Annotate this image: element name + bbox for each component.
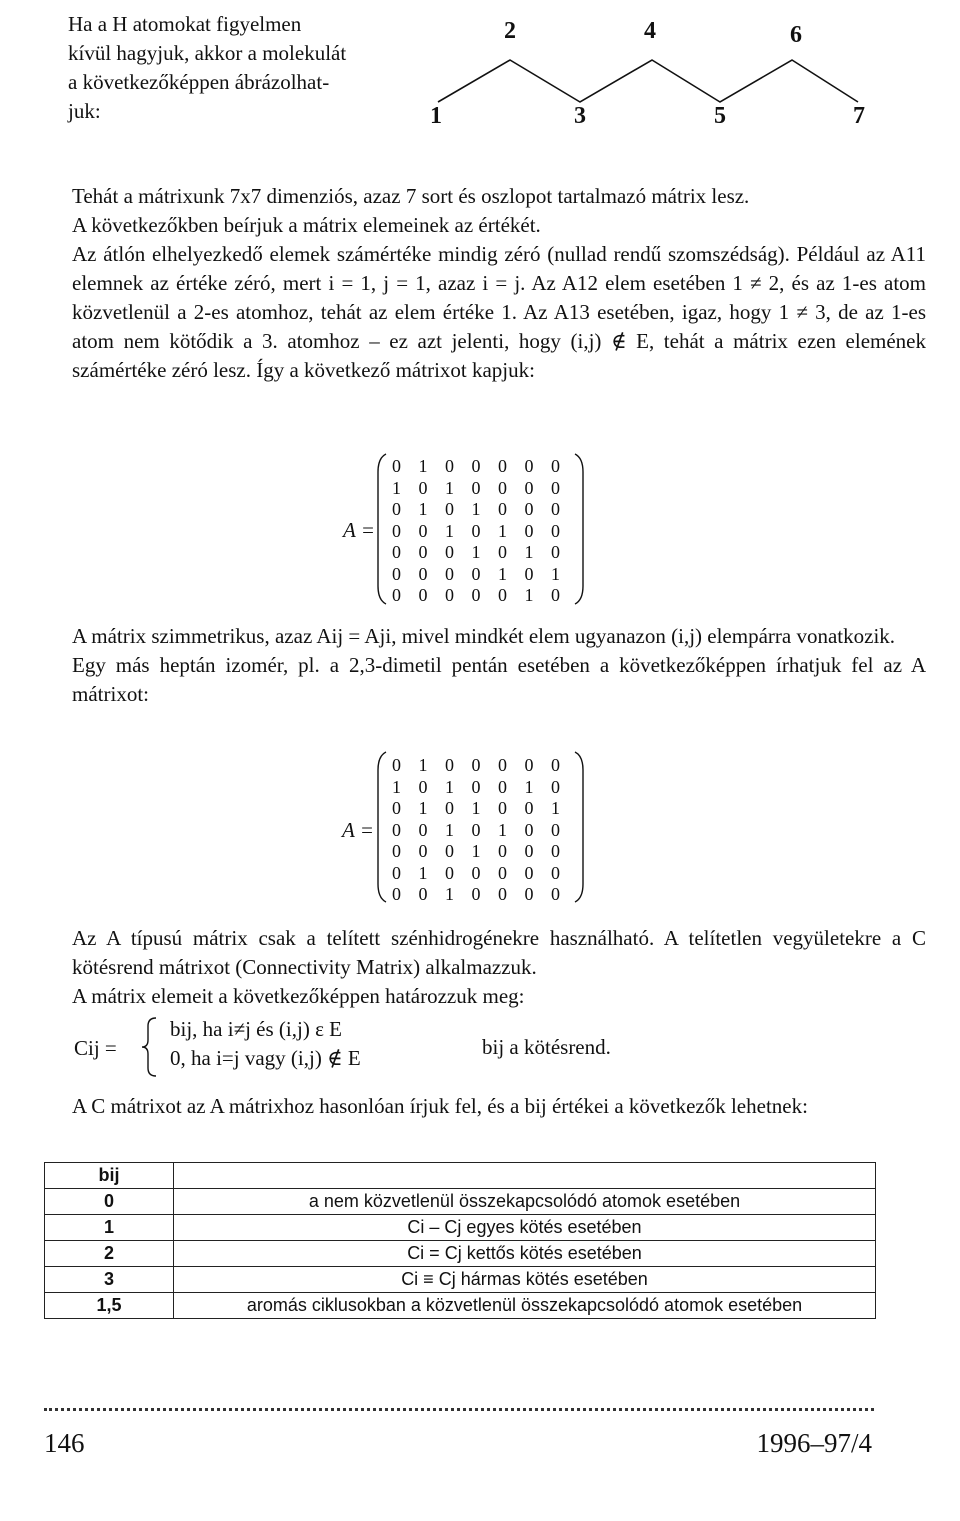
matrix-cell: 1 <box>445 884 454 904</box>
atom-label: 4 <box>644 18 656 44</box>
matrix-cell: 0 <box>551 477 560 498</box>
matrix-cell: 0 <box>551 456 560 476</box>
bond-value: 0 <box>45 1189 174 1215</box>
table-row <box>45 1215 876 1241</box>
bond-value: 1,5 <box>45 1293 174 1319</box>
footer-rule <box>44 1408 874 1414</box>
paragraph-line: Egy más heptán izomér, pl. a 2,3-dimetil pentán esetében a következőképpen írhatjuk fel az A mátrixot: <box>72 653 926 706</box>
matrix-cell: 0 <box>498 542 507 562</box>
matrix-cell: 0 <box>418 563 428 584</box>
matrix-cell: 1 <box>498 563 507 584</box>
matrix-cell: 0 <box>551 499 560 519</box>
matrix-cell: 0 <box>524 477 534 498</box>
matrix-row <box>392 820 578 842</box>
matrix-cell: 1 <box>551 798 560 818</box>
matrix-cell: 0 <box>498 776 507 797</box>
matrix-cell: 0 <box>392 520 401 541</box>
intro-line: Ha a H atomokat figyelmen <box>68 12 302 36</box>
matrix-row <box>392 585 578 607</box>
paragraph-4 <box>44 1092 926 1121</box>
matrix-cell: 0 <box>498 456 507 476</box>
table-header-row <box>45 1163 876 1189</box>
matrix-cell: 1 <box>392 477 401 498</box>
paragraph-line: Az A típusú mátrix csak a telített szénhidrogénekre használható. A telítetlen vegyületekre a C kötésrend mátrixot (Connectivity Matrix) alkalmazzuk. <box>72 926 926 979</box>
matrix-cell: 0 <box>551 862 560 883</box>
matrix-cell: 0 <box>498 798 507 818</box>
matrix-cell: 0 <box>445 862 454 883</box>
matrix-cell: 0 <box>471 456 481 476</box>
matrix-label: A = <box>343 518 375 542</box>
paragraph-3 <box>44 924 926 1011</box>
matrix-cell: 0 <box>498 862 507 883</box>
adjacency-matrix-2 <box>392 755 578 906</box>
matrix-cell: 0 <box>471 563 481 584</box>
bond-description: Ci = Cj kettős kötés esetében <box>174 1241 876 1267</box>
matrix-cell: 0 <box>524 520 534 541</box>
matrix-cell: 0 <box>551 585 560 605</box>
matrix-cell: 0 <box>524 819 534 840</box>
matrix-cell: 0 <box>551 841 560 861</box>
matrix-cell: 0 <box>498 477 507 498</box>
atom-label: 2 <box>504 18 516 44</box>
matrix-cell: 0 <box>445 542 454 562</box>
matrix-cell: 1 <box>471 798 481 818</box>
atom-label: 3 <box>574 103 586 129</box>
adjacency-matrix-1 <box>392 456 578 607</box>
matrix-cell: 1 <box>551 563 560 584</box>
matrix-cell: 1 <box>445 477 454 498</box>
left-paren <box>376 452 388 606</box>
matrix-row <box>392 456 578 478</box>
matrix-row <box>392 564 578 586</box>
matrix-cell: 0 <box>392 755 401 775</box>
matrix-cell: 0 <box>392 585 401 605</box>
matrix-cell: 0 <box>551 542 560 562</box>
atom-label: 1 <box>430 103 442 129</box>
matrix-cell: 0 <box>392 798 401 818</box>
matrix-row <box>392 478 578 500</box>
matrix-cell: 0 <box>418 884 428 904</box>
matrix-cell: 0 <box>471 862 481 883</box>
matrix-cell: 0 <box>524 755 534 775</box>
matrix-cell: 0 <box>471 776 481 797</box>
matrix-row <box>392 884 578 906</box>
matrix-cell: 0 <box>392 841 401 861</box>
matrix-cell: 1 <box>471 542 481 562</box>
matrix-cell: 0 <box>524 563 534 584</box>
matrix-cell: 0 <box>392 884 401 904</box>
matrix-row <box>392 863 578 885</box>
matrix-cell: 0 <box>551 755 560 775</box>
matrix-cell: 0 <box>392 862 401 883</box>
matrix-row <box>392 841 578 863</box>
atom-label: 7 <box>853 103 865 129</box>
matrix-cell: 0 <box>418 520 428 541</box>
issue-number: 1996–97/4 <box>756 1428 872 1458</box>
matrix-cell: 0 <box>551 884 560 904</box>
matrix-cell: 1 <box>471 499 481 519</box>
matrix-cell: 0 <box>471 755 481 775</box>
table-row <box>45 1267 876 1293</box>
matrix-cell: 0 <box>498 585 507 605</box>
matrix-cell: 1 <box>524 542 534 562</box>
matrix-cell: 0 <box>418 819 428 840</box>
matrix-cell: 0 <box>392 499 401 519</box>
matrix-cell: 1 <box>445 776 454 797</box>
paragraph-line: A mátrix szimmetrikus, azaz Aij = Aji, mivel mindkét elem ugyanazon (i,j) elempárra vonatkozik. <box>72 624 896 648</box>
table-row <box>45 1241 876 1267</box>
matrix-cell: 0 <box>445 841 454 861</box>
matrix-cell: 1 <box>471 841 481 861</box>
matrix-cell: 0 <box>418 542 428 562</box>
right-paren <box>573 750 585 904</box>
matrix-cell: 0 <box>551 776 560 797</box>
matrix-row <box>392 521 578 543</box>
matrix-cell: 1 <box>418 755 428 775</box>
matrix-cell: 0 <box>471 585 481 605</box>
intro-text <box>68 10 413 126</box>
matrix-cell: 0 <box>524 841 534 861</box>
matrix-cell: 0 <box>498 884 507 904</box>
formula-lhs: Cij = <box>74 1036 117 1060</box>
matrix-cell: 0 <box>524 884 534 904</box>
matrix-cell: 0 <box>498 841 507 861</box>
matrix-cell: 0 <box>392 819 401 840</box>
bond-description: Ci – Cj egyes kötés esetében <box>174 1215 876 1241</box>
atom-label: 5 <box>714 103 726 129</box>
matrix-cell: 0 <box>418 477 428 498</box>
bond-value: 3 <box>45 1267 174 1293</box>
matrix-cell: 1 <box>418 499 428 519</box>
matrix-label: A = <box>342 818 374 842</box>
matrix-cell: 0 <box>471 520 481 541</box>
paragraph-line: A mátrix elemeit a következőképpen határozzuk meg: <box>72 984 525 1008</box>
atom-label: 6 <box>790 22 802 48</box>
bond-description: aromás ciklusokban a közvetlenül összekapcsolódó atomok esetében <box>174 1293 876 1319</box>
matrix-cell: 0 <box>445 456 454 476</box>
bond-value: 2 <box>45 1241 174 1267</box>
matrix-cell: 0 <box>471 884 481 904</box>
matrix-cell: 0 <box>445 499 454 519</box>
matrix-cell: 1 <box>418 862 428 883</box>
intro-line: kívül hagyjuk, akkor a molekulát <box>68 41 347 65</box>
matrix-cell: 1 <box>418 798 428 818</box>
matrix-cell: 0 <box>392 563 401 584</box>
matrix-cell: 1 <box>445 819 454 840</box>
page-number: 146 <box>44 1428 85 1458</box>
matrix-cell: 0 <box>418 776 428 797</box>
matrix-row <box>392 798 578 820</box>
bond-order-table <box>44 1162 876 1319</box>
matrix-cell: 0 <box>392 456 401 476</box>
matrix-row <box>392 755 578 777</box>
matrix-cell: 1 <box>418 456 428 476</box>
table-header-cell: bij <box>45 1163 174 1189</box>
paragraph-line: Az átlón elhelyezkedő elemek számértéke mindig zéró (nullad rendű szomszédság). Például az A11 elemnek az értéke zéró, mert i = 1, j = 1, azaz i = j. Az A12 elem esetében 1 ≠ 2, és az 1-es atom közvetlenül a 2-es atomhoz, tehát az elem értéke 1. Az A13 esetében, igaz, hogy 1 ≠ 3, de az 1-es atom nem kötődik a 3. atomhoz – ez azt jelenti, hogy (i,j) ∉ E, tehát a mátrix ezen elemének számértéke zéró lesz. Így a következő mátrixot kapjuk: <box>72 242 926 382</box>
matrix-cell: 0 <box>524 456 534 476</box>
matrix-row <box>392 777 578 799</box>
curly-brace <box>140 1016 160 1078</box>
right-paren <box>573 452 585 606</box>
matrix-cell: 1 <box>524 776 534 797</box>
table-header-cell <box>174 1163 876 1189</box>
bond-description: a nem közvetlenül összekapcsolódó atomok esetében <box>174 1189 876 1215</box>
paragraph-line: Tehát a mátrixunk 7x7 dimenziós, azaz 7 sort és oszlopot tartalmazó mátrix lesz. <box>72 184 750 208</box>
table-row <box>45 1293 876 1319</box>
matrix-cell: 0 <box>471 819 481 840</box>
matrix-cell: 1 <box>392 776 401 797</box>
matrix-cell: 0 <box>524 499 534 519</box>
bond-value: 1 <box>45 1215 174 1241</box>
bond-description: Ci ≡ Cj hármas kötés esetében <box>174 1267 876 1293</box>
matrix-row <box>392 542 578 564</box>
left-paren <box>376 750 388 904</box>
matrix-cell: 0 <box>498 499 507 519</box>
matrix-cell: 1 <box>498 520 507 541</box>
matrix-cell: 0 <box>445 585 454 605</box>
paragraph-2 <box>44 622 926 709</box>
matrix-cell: 0 <box>392 542 401 562</box>
intro-line: a következőképpen ábrázolhat- <box>68 70 330 94</box>
matrix-cell: 0 <box>551 520 560 541</box>
matrix-cell: 0 <box>471 477 481 498</box>
matrix-cell: 0 <box>524 862 534 883</box>
matrix-cell: 1 <box>524 585 534 605</box>
matrix-cell: 1 <box>498 819 507 840</box>
matrix-cell: 0 <box>551 819 560 840</box>
matrix-cell: 0 <box>445 798 454 818</box>
formula-note: bij a kötésrend. <box>482 1035 611 1059</box>
matrix-cell: 0 <box>445 563 454 584</box>
paragraph-line: A következőkben beírjuk a mátrix elemeinek az értékét. <box>72 213 541 237</box>
matrix-cell: 0 <box>524 798 534 818</box>
zigzag-chain <box>430 50 860 110</box>
matrix-cell: 0 <box>445 755 454 775</box>
matrix-row <box>392 499 578 521</box>
paragraph-1 <box>44 182 926 385</box>
matrix-cell: 0 <box>418 585 428 605</box>
formula-case-2: 0, ha i=j vagy (i,j) ∉ E <box>170 1046 361 1070</box>
intro-line: juk: <box>68 99 101 123</box>
matrix-cell: 0 <box>418 841 428 861</box>
table-row <box>45 1189 876 1215</box>
paragraph-line: A C mátrixot az A mátrixhoz hasonlóan írjuk fel, és a bij értékei a következők lehetnek: <box>72 1094 808 1118</box>
formula-case-1: bij, ha i≠j és (i,j) ε E <box>170 1017 342 1041</box>
matrix-cell: 1 <box>445 520 454 541</box>
matrix-cell: 0 <box>498 755 507 775</box>
